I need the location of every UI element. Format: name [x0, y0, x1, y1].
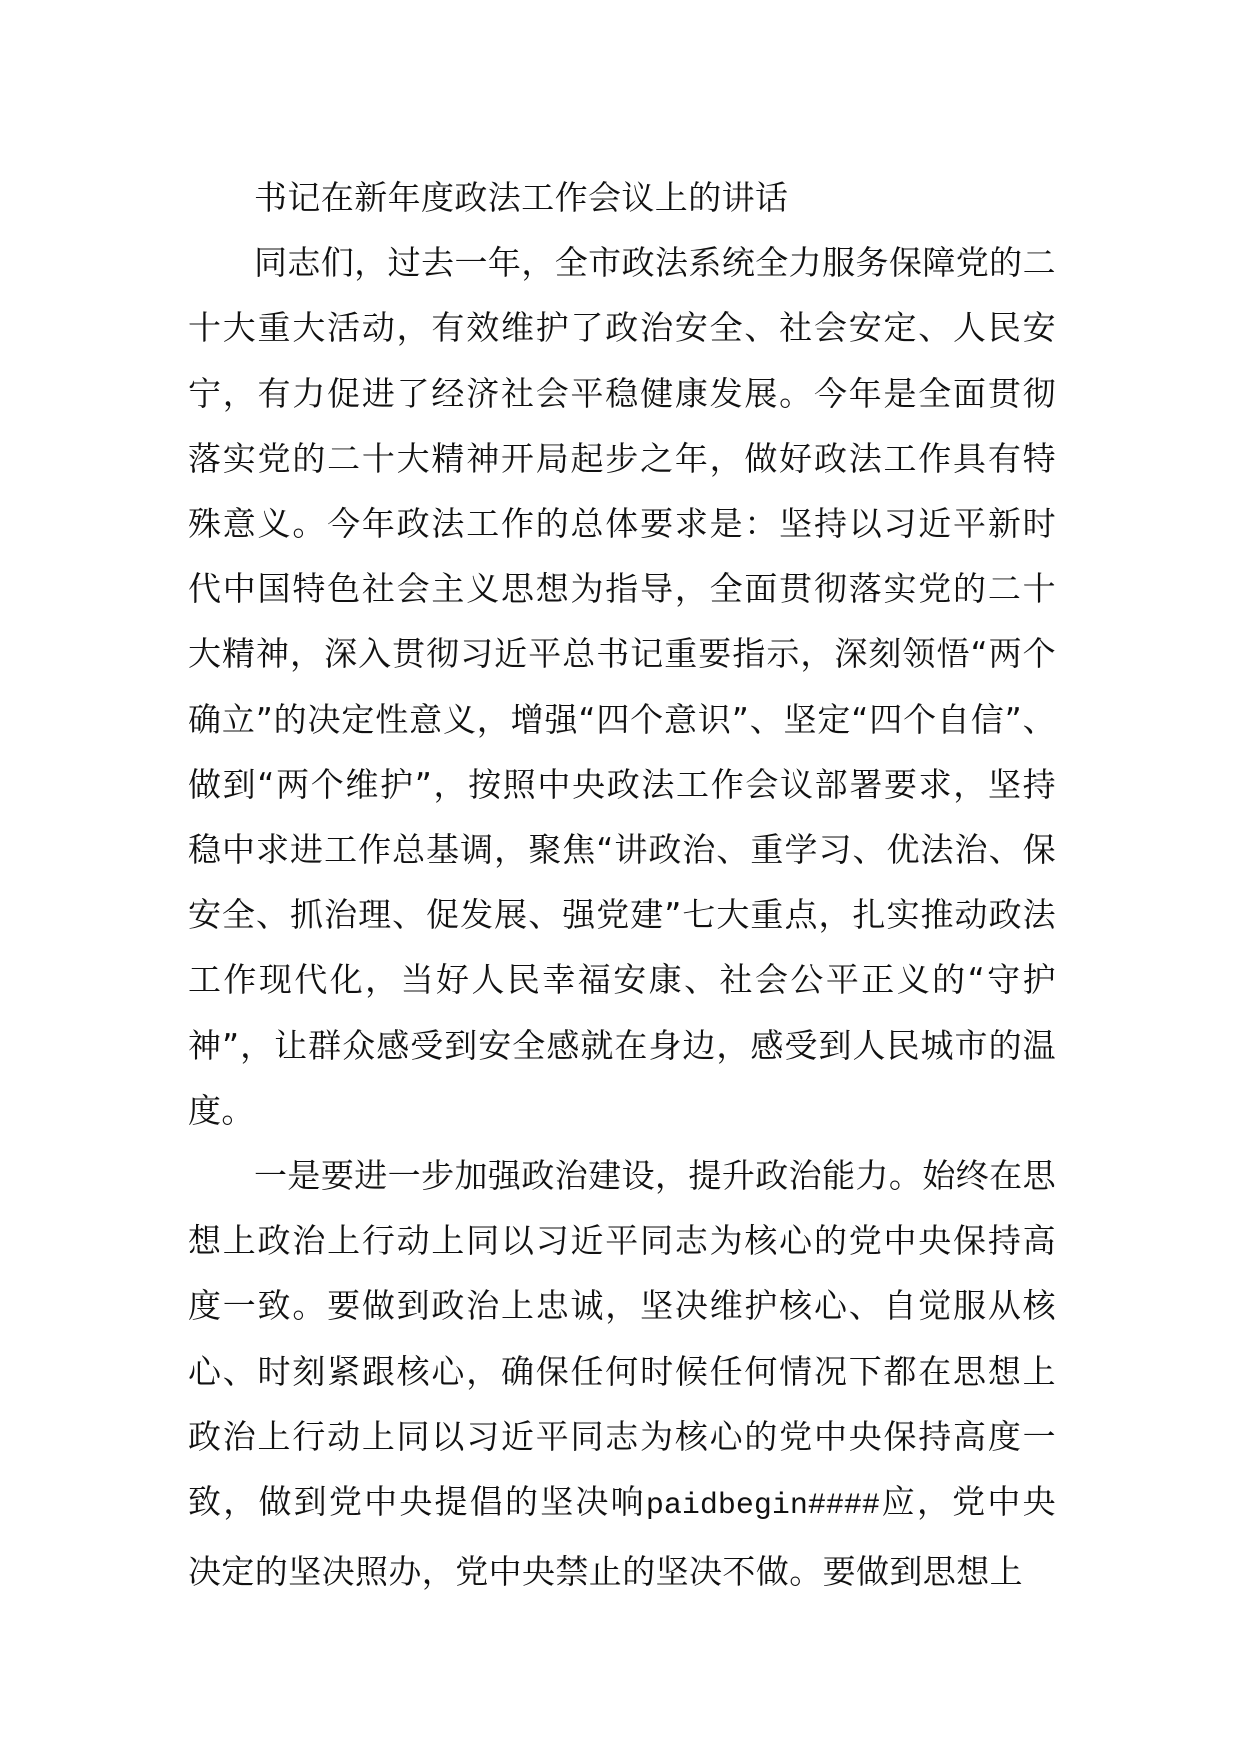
paragraph-text-part-1: 一是要进一步加强政治建设，提升政治能力。始终在思想上政治上行动上同以习近平同志为核心的党中央保持高度一致。要做到政治上忠诚，坚决维护核心、自觉服从核心、时刻紧跟核心，确保任何时候任何情况下都在思想上政治上行动上同以习近平同志为核心的党中央保持高度一致，做到党中央提倡的坚决响	[188, 1156, 1056, 1522]
paragraph-political-construction	[188, 1143, 1056, 1604]
paid-marker-text: paidbegin####	[645, 1489, 880, 1524]
paragraph-text-part-2: 应，党中央决定的坚决照办，党中央禁止的坚决不做。要做到思想上	[188, 1482, 1057, 1592]
paragraph-intro: 同志们，过去一年，全市政法系统全力服务保障党的二十大重大活动，有效维护了政治安全、社会安定、人民安宁，有力促进了经济社会平稳健康发展。今年是全面贯彻落实党的二十大精神开局起步之年，做好政法工作具有特殊意义。今年政法工作的总体要求是：坚持以习近平新时代中国特色社会主义思想为指导，全面贯彻落实党的二十大精神，深入贯彻习近平总书记重要指示，深刻领悟“两个确立”的决定性意义，增强“四个意识”、坚定“四个自信”、做到“两个维护”，按照中央政法工作会议部署要求，坚持稳中求进工作总基调，聚焦“讲政治、重学习、优法治、保安全、抓治理、促发展、强党建”七大重点，扎实推动政法工作现代化，当好人民幸福安康、社会公平正义的“守护神”，让群众感受到安全感就在身边，感受到人民城市的温度。	[188, 243, 1056, 1130]
document-body	[188, 165, 1056, 1604]
document-title: 书记在新年度政法工作会议上的讲话	[254, 178, 789, 217]
